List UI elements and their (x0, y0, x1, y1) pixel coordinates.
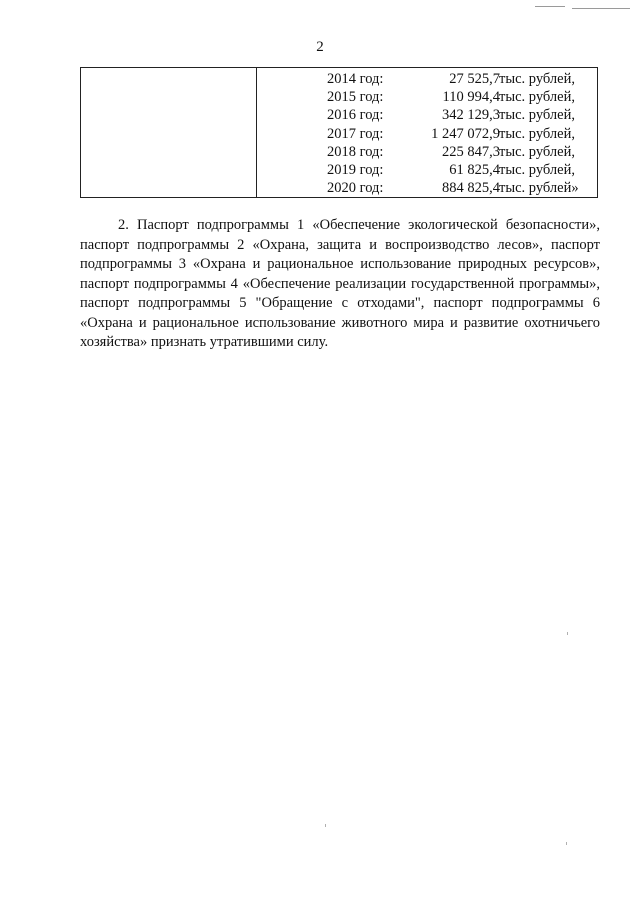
row-unit: тыс. рублей, (499, 107, 575, 124)
table-row (257, 106, 597, 124)
row-unit: тыс. рублей, (499, 161, 575, 178)
row-year: 2015 год: (327, 89, 384, 106)
row-amount: 1 247 072,9 (431, 125, 500, 142)
row-amount: 110 994,4 (442, 89, 500, 106)
table-row (257, 88, 597, 106)
row-unit: тыс. рублей, (499, 71, 575, 87)
row-year: 2017 год: (327, 125, 384, 142)
row-amount: 61 825,4 (449, 161, 500, 178)
row-year: 2020 год: (327, 180, 384, 197)
scan-speck (325, 824, 326, 827)
table-row (257, 179, 597, 197)
table-row (257, 125, 597, 143)
body-paragraph: 2. Паспорт подпрограммы 1 «Обеспечение экологической безопасности», паспорт подпрограммы 2 «Охрана, защита и воспроизводство лесов», паспорт подпрограммы 3 «Охрана и рациональное использование природных ресурсов», паспорт подпрограммы 4 «Обеспечение реализации государственной программы», паспорт подпрограммы 5 "Обращение с отходами", паспорт подпрограммы 6 «Охрана и рациональное использование животного мира и развитие охотничьего хозяйства» признать утратившими силу. (80, 217, 600, 350)
funding-schedule-table (80, 67, 598, 198)
table-row (257, 143, 597, 161)
row-amount: 27 525,7 (449, 71, 500, 87)
row-amount: 225 847,3 (442, 143, 500, 160)
scan-speck (567, 632, 568, 635)
scan-edge-mark (572, 8, 630, 9)
row-unit: тыс. рублей, (499, 125, 575, 142)
funding-schedule-rows (257, 70, 597, 197)
table-row (257, 70, 597, 88)
row-year: 2019 год: (327, 161, 384, 178)
row-year: 2016 год: (327, 107, 384, 124)
row-amount: 342 129,3 (442, 107, 500, 124)
scan-edge-mark (535, 6, 565, 7)
scan-speck (566, 842, 567, 845)
row-unit: тыс. рублей, (499, 143, 575, 160)
row-unit: тыс. рублей» (499, 180, 579, 197)
table-row (257, 161, 597, 179)
row-unit: тыс. рублей, (499, 89, 575, 106)
row-year: 2014 год: (327, 71, 384, 87)
page-number: 2 (316, 39, 324, 55)
row-year: 2018 год: (327, 143, 384, 160)
row-amount: 884 825,4 (442, 180, 500, 197)
